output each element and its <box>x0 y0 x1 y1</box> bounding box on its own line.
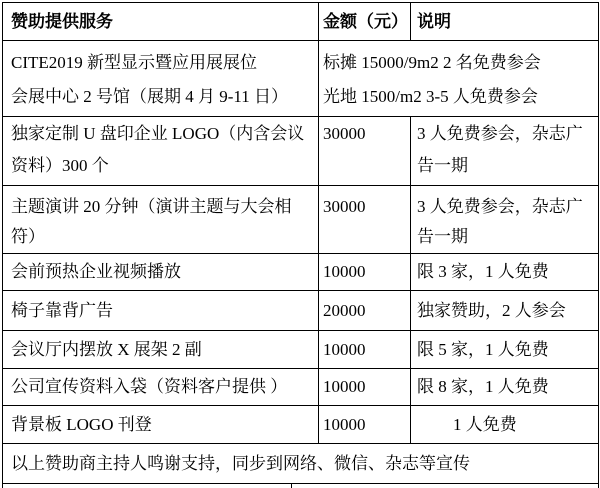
amount-note-merged-cell <box>319 41 599 117</box>
table-footer-row <box>3 444 599 484</box>
amount-cell: 10000 <box>319 369 411 406</box>
item-cell <box>3 41 319 117</box>
item-cell <box>3 186 319 254</box>
item-line: 独家定制 U 盘印企业 LOGO（内含会议 <box>11 124 305 143</box>
amount-value: 30000 <box>323 197 366 216</box>
header-note: 说明 <box>411 3 599 41</box>
table-row <box>3 331 599 369</box>
note-cell <box>411 117 599 186</box>
item-cell: 会前预热企业视频播放 <box>3 254 319 291</box>
item-cell: 背景板 LOGO 刊登 <box>3 406 319 444</box>
item-cell: 会议厅内摆放 X 展架 2 副 <box>3 331 319 369</box>
item-line: CITE2019 新型显示暨应用展展位 <box>11 53 258 72</box>
amount-cell <box>319 186 411 254</box>
table-row <box>3 117 599 186</box>
header-item: 赞助提供服务 <box>3 3 319 41</box>
note-line: 3 人免费参会，杂志广 <box>417 124 583 143</box>
item-line: 资料）300 个 <box>11 156 109 175</box>
item-line: 符） <box>11 227 45 246</box>
amount-value: 30000 <box>323 124 366 143</box>
sponsorship-table <box>2 2 599 484</box>
table-row <box>3 186 599 254</box>
amount-cell <box>319 117 411 186</box>
note-line: 告一期 <box>417 156 468 175</box>
note-line: 告一期 <box>417 227 468 246</box>
footer-note: 以上赞助商主持人鸣谢支持，同步到网络、微信、杂志等宣传 <box>3 444 599 484</box>
note-cell <box>411 186 599 254</box>
next-row-divider <box>291 484 292 488</box>
note-cell: 限 3 家，1 人免费 <box>411 254 599 291</box>
table-header-row <box>3 3 599 41</box>
item-line: 主题演讲 20 分钟（演讲主题与大会相 <box>11 197 292 216</box>
header-amount: 金额（元） <box>319 3 411 41</box>
note-cell: 限 5 家，1 人免费 <box>411 331 599 369</box>
table-row <box>3 369 599 406</box>
next-row-edge <box>2 484 599 488</box>
merged-line: 光地 1500/m2 3-5 人免费参会 <box>323 87 538 106</box>
note-cell: 1 人免费 <box>411 406 599 444</box>
table-row <box>3 406 599 444</box>
merged-line: 标摊 15000/9m2 2 名免费参会 <box>323 53 541 72</box>
amount-cell: 20000 <box>319 291 411 331</box>
note-cell: 独家赞助，2 人参会 <box>411 291 599 331</box>
item-cell <box>3 117 319 186</box>
table-row <box>3 254 599 291</box>
note-line: 3 人免费参会，杂志广 <box>417 197 583 216</box>
amount-cell: 10000 <box>319 254 411 291</box>
table-row <box>3 41 599 117</box>
note-cell: 限 8 家，1 人免费 <box>411 369 599 406</box>
item-cell: 椅子靠背广告 <box>3 291 319 331</box>
item-line: 会展中心 2 号馆（展期 4 月 9-11 日） <box>11 87 289 106</box>
item-cell: 公司宣传资料入袋（资料客户提供 ） <box>3 369 319 406</box>
table-row <box>3 291 599 331</box>
amount-cell: 10000 <box>319 406 411 444</box>
amount-cell: 10000 <box>319 331 411 369</box>
